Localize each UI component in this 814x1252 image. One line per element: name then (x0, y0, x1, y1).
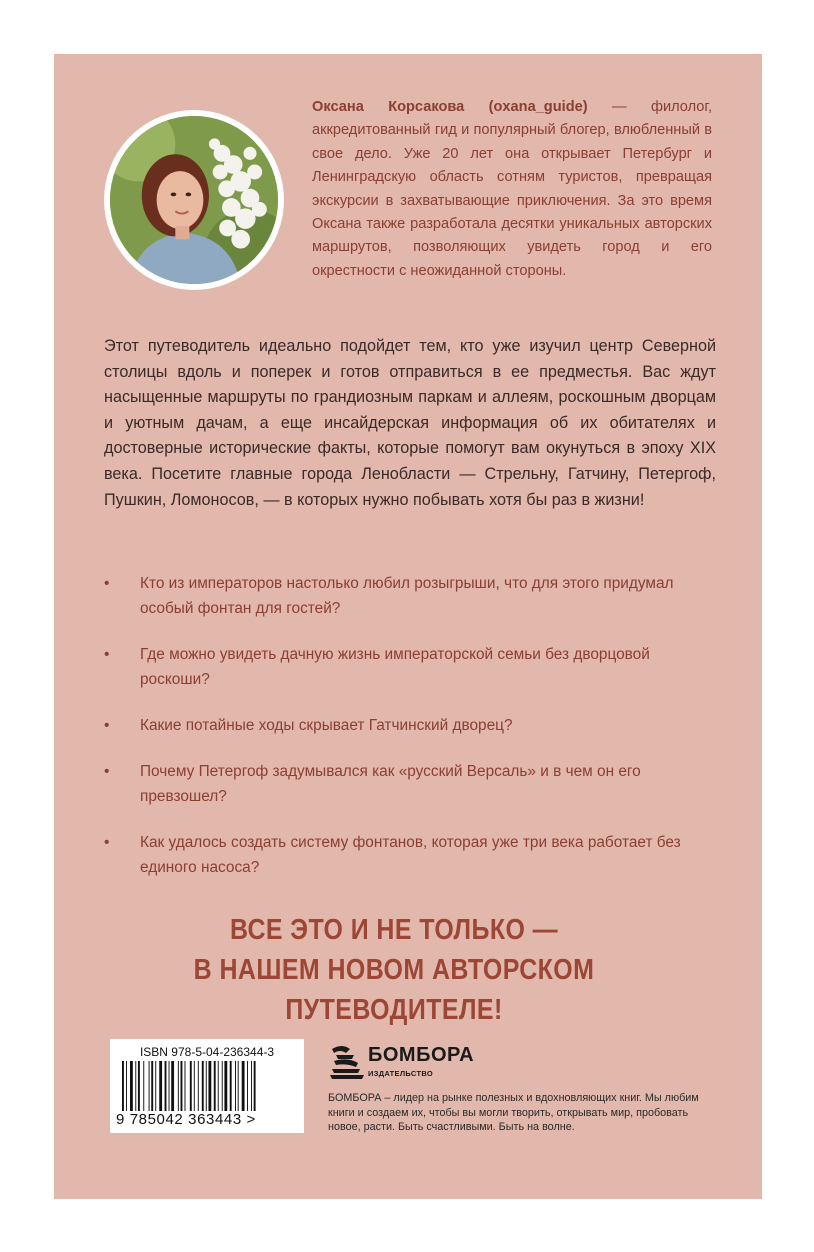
question-text: Как удалось создать систему фонтанов, которая уже три века работает без единого насоса? (140, 834, 681, 877)
author-bio-text: — филолог, аккредитованный гид и популярный блогер, влюбленный в свое дело. Уже 20 лет она открывает Петербург и Ленинградскую область сотням туристов, превращая экскурсии в захватывающие приключения. За это время Оксана также разработала десятки уникальных авторских маршрутов, позволяющих увидеть город и его окрестности с неожиданной стороны. (312, 99, 712, 279)
publisher-name: БОМБОРА (368, 1044, 475, 1066)
question-text: Какие потайные ходы скрывает Гатчинский дворец? (140, 717, 513, 734)
author-photo (104, 110, 284, 290)
question-item (104, 759, 704, 810)
slogan-line-2: В НАШЕМ НОВОМ АВТОРСКОМ ПУТЕВОДИТЕЛЕ! (193, 954, 595, 1026)
bullet-icon: • (104, 834, 110, 851)
question-text: Почему Петергоф задумывался как «русский Версаль» и в чем он его превзошел? (140, 763, 641, 806)
question-item (104, 642, 704, 693)
author-portrait-image (110, 116, 278, 284)
barcode-digits: 9 785042 363443 > (114, 1111, 302, 1128)
isbn-label: ISBN 978-5-04-236344-3 (139, 1045, 275, 1059)
book-description: Этот путеводитель идеально подойдет тем, кто уже изучил центр Северной столицы вдоль и поперек и готов отправиться в ее предместья. Вас ждут насыщенные маршруты по грандиозным паркам и аллеям, роскошным дворцам и уютным дачам, а еще инсайдерская информация об их обитателях и достоверные исторические факты, которые помогут вам окунуться в эпоху XIX века. Посетите главные города Ленобласти — Стрельну, Гатчину, Петергоф, Пушкин, Ломоносов, — в которых нужно побывать хотя бы раз в жизни! (104, 337, 716, 509)
question-text: Где можно увидеть дачную жизнь императорской семьи без дворцовой роскоши? (140, 646, 650, 689)
bullet-icon: • (104, 646, 110, 663)
question-item (104, 830, 704, 881)
bullet-icon: • (104, 717, 110, 734)
slogan-line-1: ВСЕ ЭТО И НЕ ТОЛЬКО — (229, 914, 559, 946)
author-bio (312, 96, 712, 283)
question-item (104, 713, 513, 738)
question-text: Кто из императоров настолько любил розыгрыши, что для этого придумал особый фонтан для гостей? (140, 575, 674, 618)
question-item (104, 571, 704, 622)
bullet-icon: • (104, 575, 110, 592)
bullet-icon: • (104, 763, 110, 780)
author-name: Оксана Корсакова (oxana_guide) (312, 99, 588, 115)
barcode-box (110, 1039, 304, 1133)
slogan (145, 910, 644, 1030)
publisher-description: БОМБОРА – лидер на рынке полезных и вдохновляющих книг. Мы любим книги и создаем их, чтобы вы могли творить, открывать мир, пробовать новое, расти. Быть счастливыми. Быть на волне. (328, 1092, 699, 1133)
publisher-subtitle: ИЗДАТЕЛЬСТВО (368, 1069, 433, 1078)
bombora-logo-icon (328, 1043, 372, 1081)
